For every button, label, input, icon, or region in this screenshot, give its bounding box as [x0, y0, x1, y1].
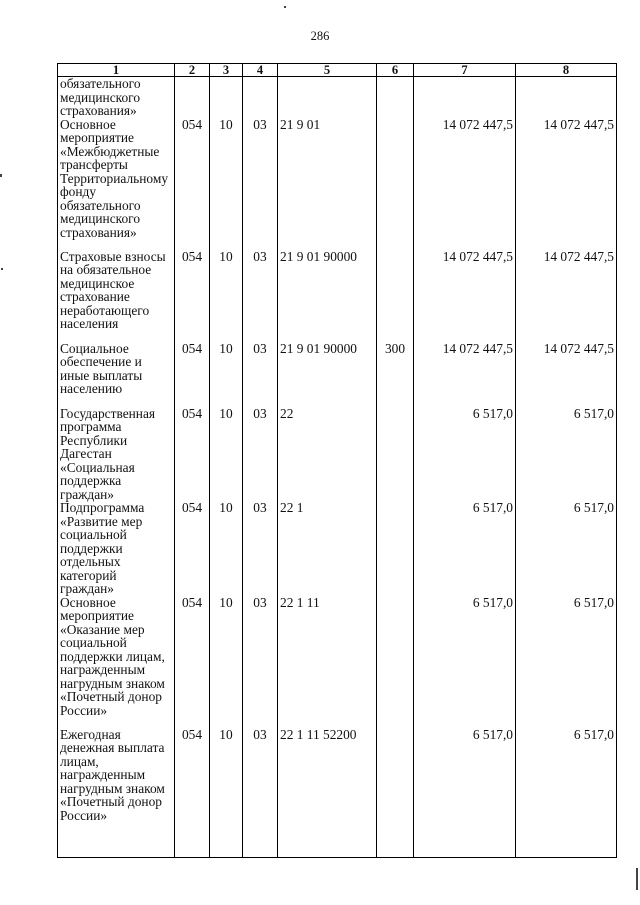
row-name: Государственная программа Республики Дагестан «Социальная поддержка граждан» — [58, 407, 175, 502]
table-row — [58, 250, 617, 342]
table-row — [58, 342, 617, 407]
column-header-2: 2 — [175, 64, 210, 77]
table-header-row — [58, 64, 617, 77]
cell-target-code: 22 — [278, 407, 377, 502]
cell-expense-type — [377, 118, 414, 250]
cell-subsection — [243, 77, 278, 118]
cell-amount-2: 14 072 447,5 — [516, 250, 617, 342]
column-header-1: 1 — [58, 64, 175, 77]
cell-expense-type — [377, 407, 414, 502]
cell-expense-type — [377, 596, 414, 728]
cell-ministry: 054 — [175, 118, 210, 250]
cell-expense-type — [377, 77, 414, 118]
row-name: Основное мероприятие «Оказание мер социальной поддержки лицам, награжденным нагрудным знаком «Почетный донор России» — [58, 596, 175, 728]
column-header-5: 5 — [278, 64, 377, 77]
cell-section: 10 — [210, 342, 243, 407]
budget-table — [57, 63, 617, 858]
cell-amount-2: 6 517,0 — [516, 596, 617, 728]
cell-amount-1: 14 072 447,5 — [414, 118, 516, 250]
cell-subsection: 03 — [243, 501, 278, 596]
cell-expense-type — [377, 250, 414, 342]
table-row — [58, 728, 617, 858]
cell-target-code: 21 9 01 — [278, 118, 377, 250]
row-name: обязательного медицинского страхования» — [58, 77, 175, 118]
cell-amount-1: 14 072 447,5 — [414, 250, 516, 342]
cell-target-code: 21 9 01 90000 — [278, 342, 377, 407]
cell-amount-2 — [516, 77, 617, 118]
table-row — [58, 407, 617, 502]
cell-section: 10 — [210, 596, 243, 728]
cell-section — [210, 77, 243, 118]
table-row — [58, 77, 617, 118]
cell-target-code — [278, 77, 377, 118]
cell-ministry: 054 — [175, 407, 210, 502]
cell-amount-1 — [414, 77, 516, 118]
row-name: Ежегодная денежная выплата лицам, награжденным нагрудным знаком «Почетный донор России» — [58, 728, 175, 858]
column-header-4: 4 — [243, 64, 278, 77]
cell-amount-2: 14 072 447,5 — [516, 118, 617, 250]
cell-amount-2: 6 517,0 — [516, 407, 617, 502]
row-name: Социальное обеспечение и иные выплаты населению — [58, 342, 175, 407]
cell-ministry: 054 — [175, 250, 210, 342]
row-name: Подпрограмма «Развитие мер социальной поддержки отдельных категорий граждан» — [58, 501, 175, 596]
cell-amount-2: 14 072 447,5 — [516, 342, 617, 407]
cell-expense-type — [377, 728, 414, 858]
cell-target-code: 22 1 — [278, 501, 377, 596]
cell-subsection: 03 — [243, 118, 278, 250]
row-name: Страховые взносы на обязательное медицинское страхование неработающего населения — [58, 250, 175, 342]
cell-amount-2: 6 517,0 — [516, 501, 617, 596]
cell-subsection: 03 — [243, 596, 278, 728]
cell-ministry — [175, 77, 210, 118]
cell-ministry: 054 — [175, 342, 210, 407]
cell-subsection: 03 — [243, 250, 278, 342]
table-row — [58, 596, 617, 728]
column-header-7: 7 — [414, 64, 516, 77]
cell-expense-type: 300 — [377, 342, 414, 407]
cell-section: 10 — [210, 250, 243, 342]
cell-amount-1: 6 517,0 — [414, 501, 516, 596]
cell-amount-1: 6 517,0 — [414, 407, 516, 502]
cell-section: 10 — [210, 407, 243, 502]
cell-target-code: 21 9 01 90000 — [278, 250, 377, 342]
cell-amount-2: 6 517,0 — [516, 728, 617, 858]
cell-subsection: 03 — [243, 728, 278, 858]
cell-ministry: 054 — [175, 501, 210, 596]
cell-ministry: 054 — [175, 728, 210, 858]
scan-mark-left-1 — [0, 174, 2, 177]
cell-subsection: 03 — [243, 342, 278, 407]
cell-ministry: 054 — [175, 596, 210, 728]
cell-subsection: 03 — [243, 407, 278, 502]
column-header-6: 6 — [377, 64, 414, 77]
cell-section: 10 — [210, 501, 243, 596]
scan-mark-left-2 — [1, 268, 3, 270]
table-row — [58, 501, 617, 596]
cell-amount-1: 6 517,0 — [414, 728, 516, 858]
cell-expense-type — [377, 501, 414, 596]
table-row — [58, 118, 617, 250]
column-header-3: 3 — [210, 64, 243, 77]
cell-section: 10 — [210, 728, 243, 858]
row-name: Основное мероприятие «Межбюджетные трансферты Территориальному фонду обязательного медицинского страхования» — [58, 118, 175, 250]
cell-section: 10 — [210, 118, 243, 250]
cell-target-code: 22 1 11 — [278, 596, 377, 728]
cell-target-code: 22 1 11 52200 — [278, 728, 377, 858]
scan-mark-right — [636, 868, 638, 890]
column-header-8: 8 — [516, 64, 617, 77]
cell-amount-1: 14 072 447,5 — [414, 342, 516, 407]
page-number: 286 — [310, 29, 330, 43]
scan-mark-top — [284, 6, 286, 8]
cell-amount-1: 6 517,0 — [414, 596, 516, 728]
